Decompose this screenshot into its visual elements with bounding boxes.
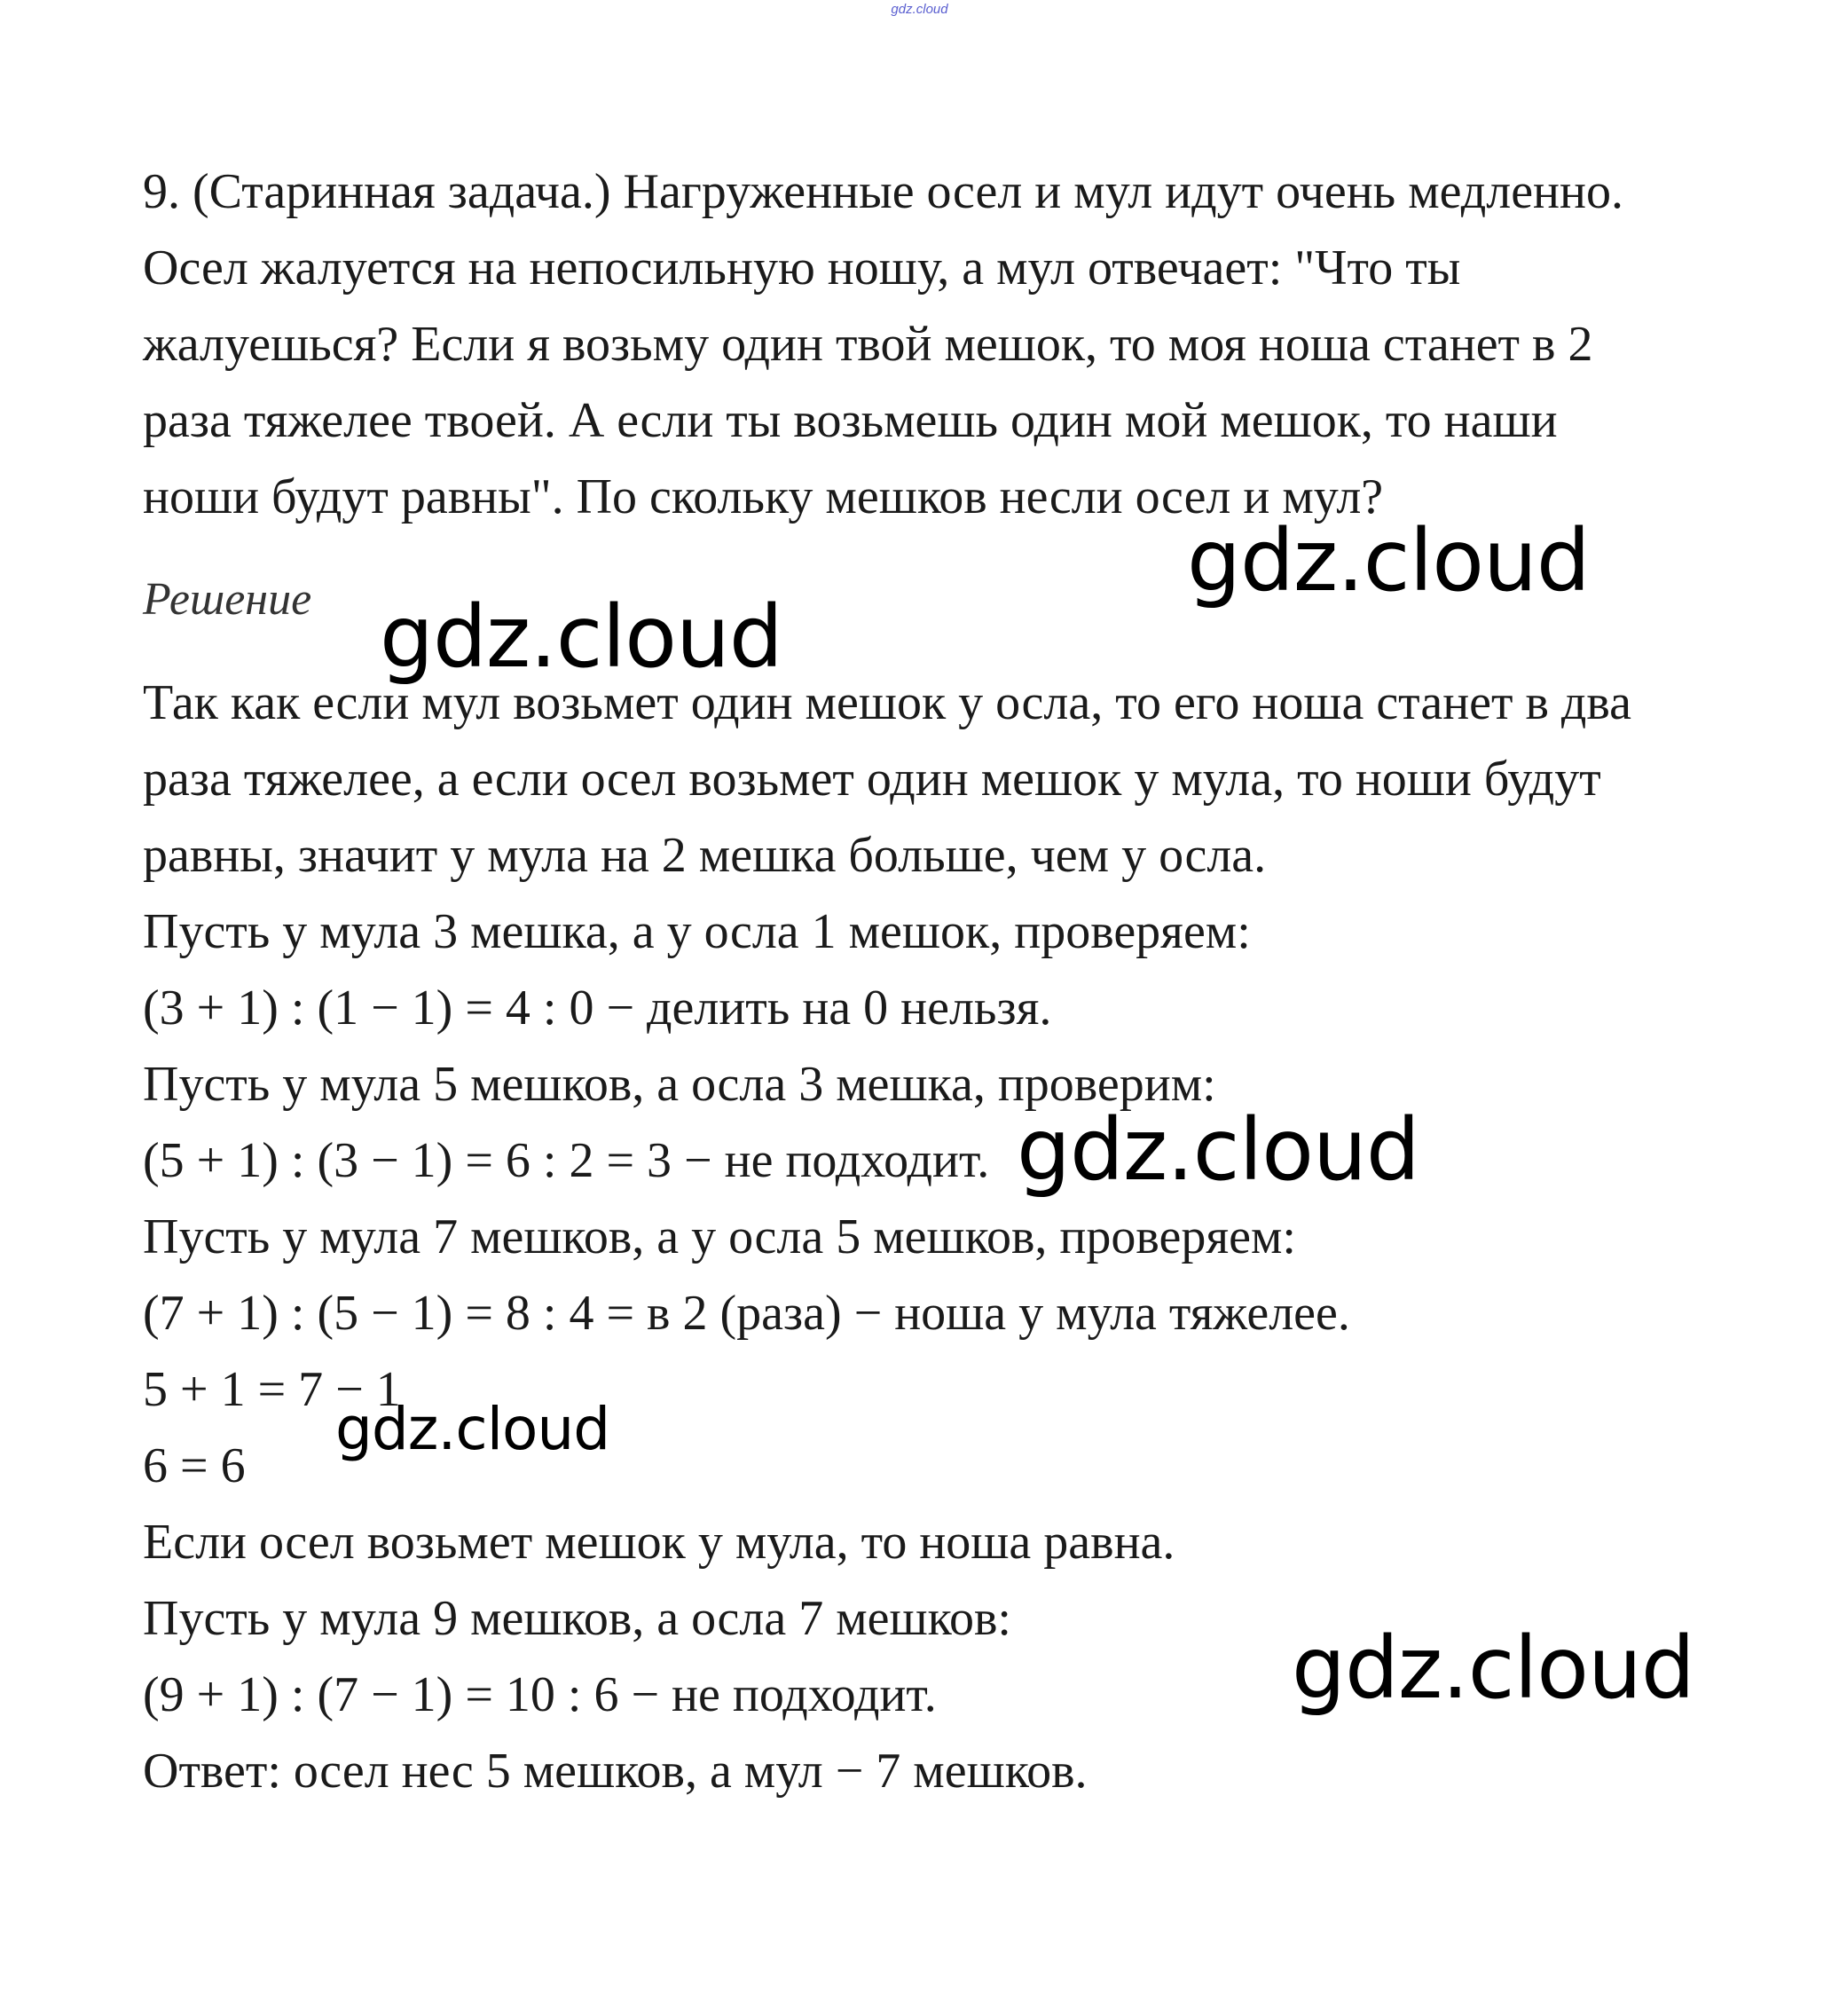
problem-line: жалуешься? Если я возьму один твой мешок, то моя ноша станет в 2 [143,317,1593,372]
watermark: gdz.cloud [1017,1100,1419,1200]
solution-line: (5 + 1) : (3 − 1) = 6 : 2 = 3 − не подходит. [143,1133,990,1188]
solution-line: Пусть у мула 7 мешков, а у осла 5 мешков, проверяем: [143,1209,1296,1264]
solution-line: Если осел возьмет мешок у мула, то ноша равна. [143,1515,1175,1570]
watermark: gdz.cloud [335,1395,610,1463]
answer-line: Ответ: осел нес 5 мешков, а мул − 7 мешков. [143,1744,1088,1799]
solution-line: 6 = 6 [143,1438,246,1493]
solution-line: Пусть у мула 9 мешков, а осла 7 мешков: [143,1591,1011,1646]
solution-line: равны, значит у мула на 2 мешка больше, чем у осла. [143,828,1267,883]
watermark: gdz.cloud [380,587,782,687]
solution-line: Пусть у мула 3 мешка, а у осла 1 мешок, проверяем: [143,904,1251,959]
solution-line: раза тяжелее, а если осел возьмет один мешок у мула, то ноши будут [143,752,1601,807]
solution-heading: Решение [143,574,312,625]
problem-line: Осел жалуется на непосильную ношу, а мул отвечает: "Что ты [143,240,1461,295]
solution-line: 5 + 1 = 7 − 1 [143,1362,401,1417]
problem-line: раза тяжелее твоей. А если ты возьмешь один мой мешок, то наши [143,393,1558,448]
watermark: gdz.cloud [1187,511,1590,610]
watermark: gdz.cloud [1292,1618,1694,1718]
solution-line: (3 + 1) : (1 − 1) = 4 : 0 − делить на 0 нельзя. [143,980,1052,1036]
solution-line: Пусть у мула 5 мешков, а осла 3 мешка, проверим: [143,1057,1216,1112]
solution-line: (7 + 1) : (5 − 1) = 8 : 4 = в 2 (раза) − ноша у мула тяжелее. [143,1286,1350,1341]
solution-line: Так как если мул возьмет один мешок у осла, то его ноша станет в два [143,675,1631,730]
header-watermark: gdz.cloud [891,2,948,17]
problem-line: 9. (Старинная задача.) Нагруженные осел и мул идут очень медленно. [143,164,1623,219]
problem-line: ноши будут равны". По скольку мешков несли осел и мул? [143,469,1384,524]
solution-line: (9 + 1) : (7 − 1) = 10 : 6 − не подходит. [143,1667,937,1722]
